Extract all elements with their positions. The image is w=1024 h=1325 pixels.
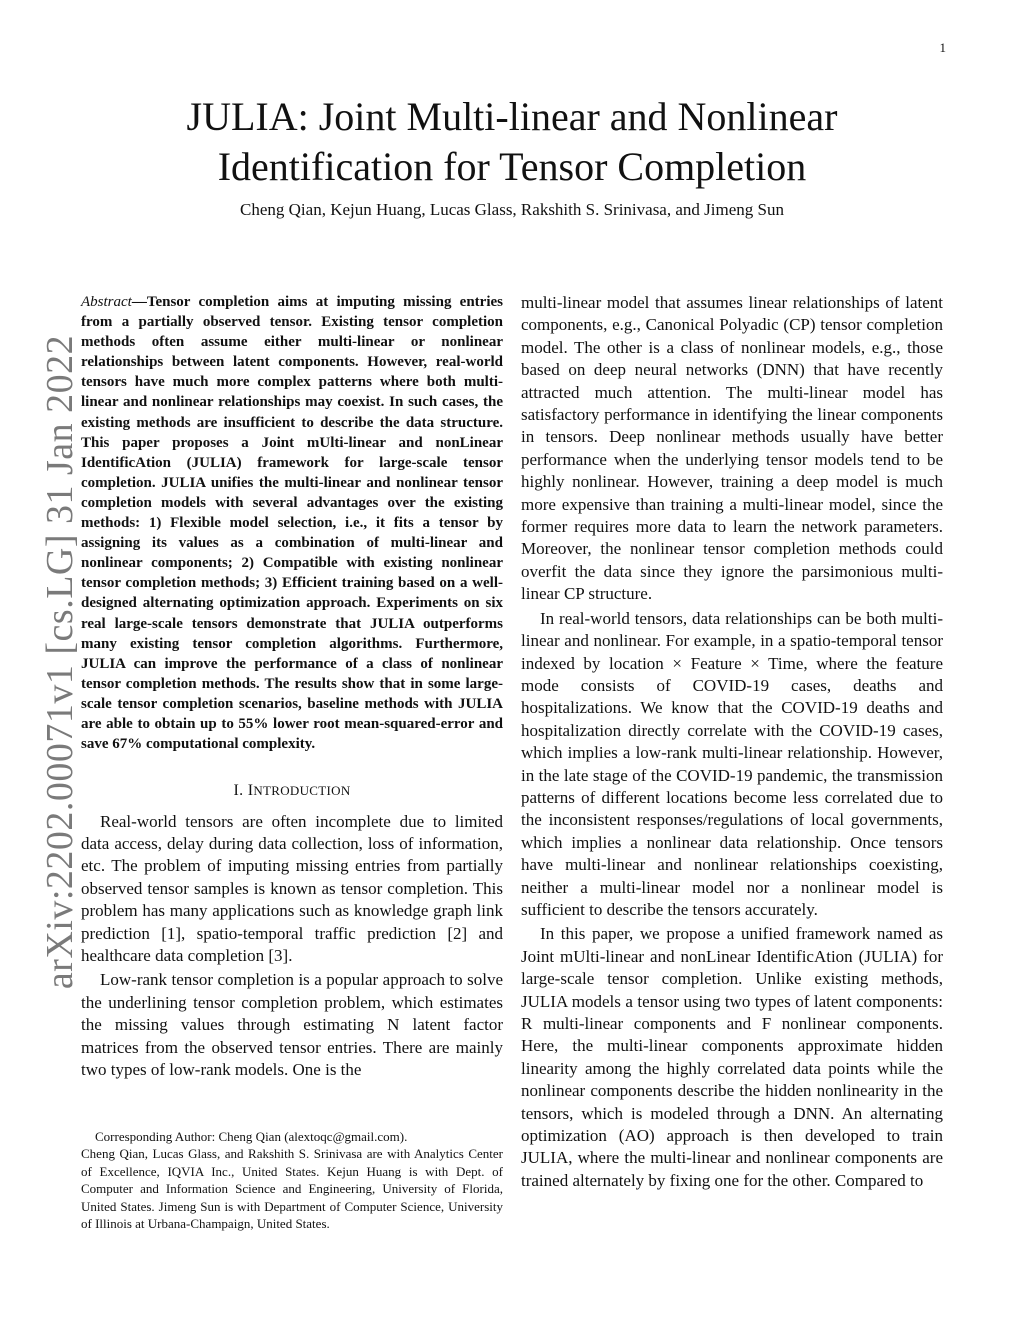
footnote-affiliations: Cheng Qian, Lucas Glass, and Rakshith S. Srinivasa are with Analytics Center of Excellence, IQVIA Inc., United States. Kejun Huang is with Dept. of Computer and Information Science and Engineering, University of Florida, United States. Jimeng Sun is with Department of Computer Science, University of Illinois at Urbana-Champaign, United States. — [81, 1146, 503, 1232]
page-number: 1 — [939, 40, 946, 55]
paper-title — [130, 92, 894, 192]
footnote-corresponding-author: Corresponding Author: Cheng Qian (alextoqc@gmail.com). — [95, 1129, 408, 1144]
footnote — [81, 1128, 503, 1232]
section-number: I. — [233, 782, 244, 800]
abstract-text: —Tensor completion aims at imputing missing entries from a partially observed tensor. Existing tensor completion methods often assume either multi-linear or nonlinear relationships between latent components. However, real-world tensors have much more complex patterns where both multi-linear and nonlinear relationships may coexist. In such cases, the existing methods are insufficient to describe the data structure. This paper proposes a Joint mUlti-linear and nonLinear IdentificAtion (JULIA) framework for large-scale tensor completion. JULIA unifies the multi-linear and nonlinear tensor completion models with several advantages over the existing methods: 1) Flexible model selection, i.e., it fits a tensor by assigning its values as a combination of multi-linear and nonlinear components; 2) Compatible with existing nonlinear tensor completion methods; 3) Efficient training based on a well-designed alternating optimization approach. Experiments on six real large-scale tensors demonstrate that JULIA outperforms many existing tensor completion algorithms. Furthermore, JULIA can improve the performance of a class of nonlinear tensor completion methods. The results show that in some large-scale tensor completion scenarios, baseline methods with JULIA are able to obtain up to 55% lower root mean-squared-error and save 67% computational complexity. — [81, 294, 503, 753]
body-paragraph: In this paper, we propose a unified framework named as Joint mUlti-linear and nonLinear IdentificAtion (JULIA) for large-scale tensor completion. Unlike existing methods, JULIA models a tensor using two types of latent components: R multi-linear components and F nonlinear components. Here, the multi-linear components approximate hidden linearity among the highly correlated data points while the nonlinear components describe the hidden nonlinearity in the tensors, which is modeled through a DNN. An alternating optimization (AO) approach is then developed to train JULIA, where the multi-linear and nonlinear components are trained alternately by fixing one for the other. Compared to — [521, 924, 943, 1190]
title-line-2: Identification for Tensor Completion — [217, 144, 807, 189]
section-title: INTRODUCTION — [247, 782, 351, 800]
right-column — [521, 292, 943, 1192]
abstract — [81, 292, 503, 754]
body-paragraph: Low-rank tensor completion is a popular approach to solve the underlining tensor completion problem, which estimates the missing values through estimating N latent factor matrices from the observed tensor entries. There are mainly two types of low-rank models. One is the — [81, 970, 503, 1080]
body-paragraph: Real-world tensors are often incomplete due to limited data access, delay during data collection, loss of information, etc. The problem of imputing missing entries from partially observed tensor samples is known as tensor completion. This problem has many applications such as knowledge graph link prediction [1], spatio-temporal traffic prediction [2] and healthcare data completion [3]. — [81, 811, 503, 965]
arxiv-stamp: arXiv:2202.00071v1 [cs.LG] 31 Jan 2022 — [39, 334, 81, 990]
body-paragraph: multi-linear model that assumes linear relationships of latent components, e.g., Canonical Polyadic (CP) tensor completion model. The other is a class of nonlinear models, e.g., those based on deep neural networks (DNN) that have recently attracted much attention. The multi-linear model has satisfactory performance in identifying the linear components in tensors. Deep nonlinear methods usually have better performance when the underlying tensor models tend to be highly nonlinear. However, training a deep model is much more expensive than training a multi-linear model, since the former requires more data to learn the network parameters. Moreover, the nonlinear tensor completion methods could overfit the data since they ignore the parsimonious multi-linear CP structure. — [521, 293, 943, 604]
section-heading-introduction — [81, 780, 503, 802]
abstract-label: Abstract — [81, 294, 132, 310]
left-column — [81, 292, 503, 1081]
body-paragraph: In real-world tensors, data relationships can be both multi-linear and nonlinear. For example, in a spatio-temporal tensor indexed by location × Feature × Time, where the feature mode consists of COVID-19 cases, deaths and hospitalizations. We know that the COVID-19 deaths and hospitalization directly correlate with the COVID-19 cases, which implies a low-rank multi-linear relationship. However, in the late stage of the COVID-19 pandemic, the transmission patterns of different locations become less correlated due to the inconsistent responses/regulations of local governments, which implies a nonlinear data relationship. Once tensors have multi-linear and nonlinear relationships coexisting, neither a multi-linear model nor a nonlinear model is sufficient to describe the tensors accurately. — [521, 608, 943, 919]
author-list: Cheng Qian, Kejun Huang, Lucas Glass, Rakshith S. Srinivasa, and Jimeng Sun — [240, 200, 784, 219]
title-line-1: JULIA: Joint Multi-linear and Nonlinear — [186, 94, 838, 139]
